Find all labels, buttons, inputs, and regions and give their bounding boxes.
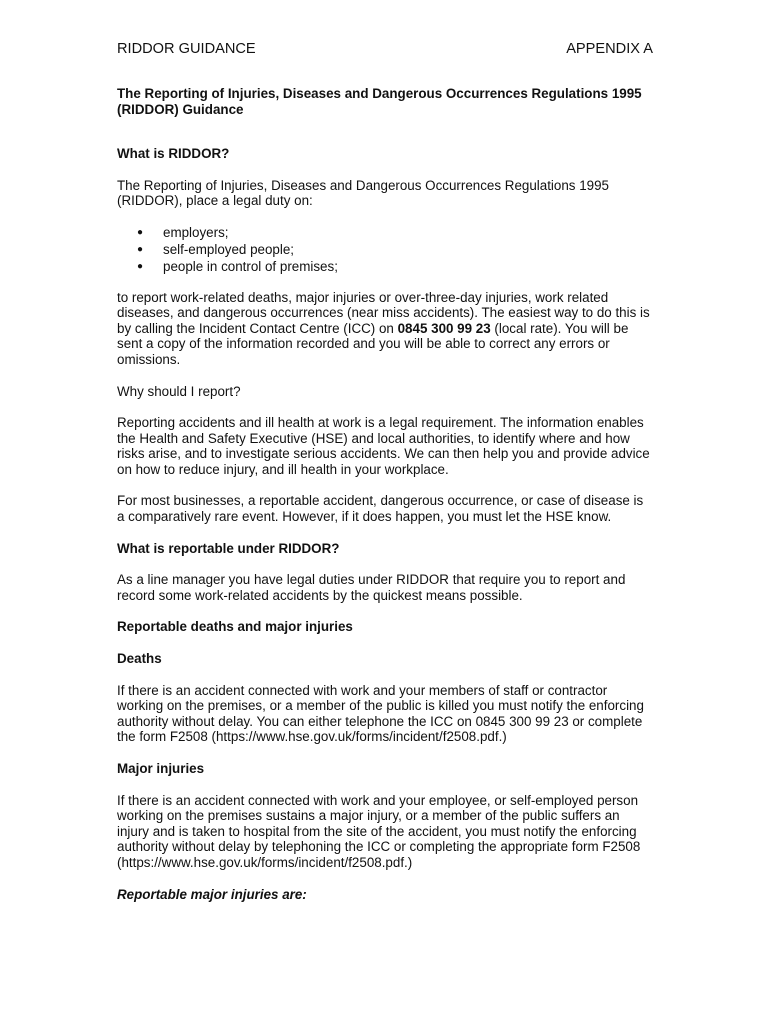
paragraph-deaths: If there is an accident connected with work and your members of staff or contractor working on the premises, or a member of the public is killed you must notify the enforcing authority without delay. You can either telephone the ICC on 0845 300 99 23 or complete the form F2508 (https://www.hse.gov.uk/forms/incident/f2508.pdf.): [117, 682, 644, 745]
list-item-text: people in control of premises;: [163, 258, 338, 274]
paragraph-line-manager: As a line manager you have legal duties under RIDDOR that require you to report and record some work-related accidents by the quickest means possible.: [117, 572, 626, 603]
paragraph-intro: The Reporting of Injuries, Diseases and Dangerous Occurrences Regulations 1995 (RIDDOR), place a legal duty on:: [117, 177, 610, 209]
paragraph-why-1: Reporting accidents and ill health at work is a legal requirement. The information enables the Health and Safety Executive (HSE) and local authorities, to identify where and how risks arise, and to investigate serious accidents. We can then help you and provide advice on how to reduce injury, and ill health in your workplace.: [117, 415, 650, 477]
paragraph-major-injuries: If there is an accident connected with work and your employee, or self-employed person working on the premises sustains a major injury, or a member of the public suffers an injury and is taken to hospital from the site of the accident, you must notify the enforcing authority without delay by telephoning the ICC or completing the appropriate form F2508 (https://www.hse.gov.uk/forms/incident/f2508.pdf.): [117, 792, 641, 870]
heading-what-is-reportable: What is reportable under RIDDOR?: [117, 540, 340, 556]
header-right: APPENDIX A: [566, 41, 653, 57]
header-left: RIDDOR GUIDANCE: [117, 41, 256, 57]
bullet-icon: ●: [137, 260, 144, 272]
list-item-text: employers;: [163, 224, 229, 240]
heading-major-injuries: Major injuries: [117, 761, 205, 776]
icc-phone-number: 0845 300 99 23: [397, 320, 491, 336]
list-item: [117, 225, 653, 241]
paragraph-why-2: For most businesses, a reportable accident, dangerous occurrence, or case of disease is a comparatively rare event. However, if it does happen, you must let the HSE know.: [117, 493, 644, 525]
list-item: [117, 242, 653, 258]
report-duty-text: to report work-related deaths, major injuries or over-three-day injuries, work related diseases, and dangerous occurrences (near miss accidents). The easiest way to do this is by calling the Incident Contact Centre (ICC) on: [117, 289, 650, 336]
bullet-icon: ●: [137, 243, 144, 255]
paragraph-report-duty: [117, 290, 653, 368]
list-item: [117, 259, 653, 275]
list-item-text: self-employed people;: [163, 241, 295, 257]
document-page: [117, 40, 653, 918]
heading-what-is-riddor: What is RIDDOR?: [117, 146, 230, 162]
heading-deaths: Deaths: [117, 651, 162, 667]
page-header: [117, 40, 653, 58]
bullet-icon: ●: [137, 226, 144, 238]
report-duty-text-end: (local rate). You will be sent a copy of the information recorded and you will be able to correct any errors or omissions.: [117, 320, 629, 367]
heading-reportable-major-injuries: Reportable major injuries are:: [117, 886, 307, 902]
duty-holders-list: [117, 225, 653, 275]
heading-why-report: Why should I report?: [117, 383, 241, 399]
heading-reportable-deaths-major: Reportable deaths and major injuries: [117, 619, 353, 635]
document-title: The Reporting of Injuries, Diseases and Dangerous Occurrences Regulations 1995 (RIDDOR) Guidance: [117, 86, 642, 117]
